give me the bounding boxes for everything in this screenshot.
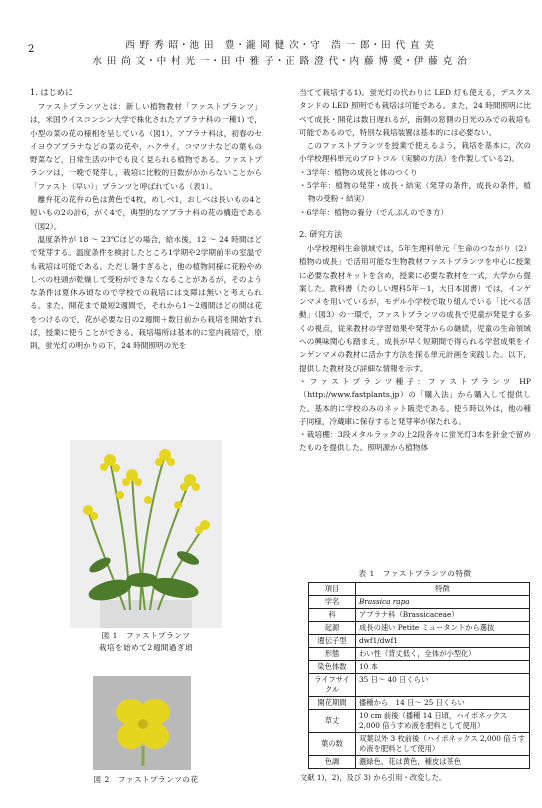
table-1-caption: 表 1 ファストプランツの特徴	[358, 569, 472, 578]
author-line-2: 水 田 尚 文・中 村 光 一・田 中 雅 子・正 路 澄 代・内 藤 博 愛・伊 藤 克 治	[92, 56, 468, 67]
author-list	[60, 38, 500, 70]
method-shelf-item: ・栽培棚：3段メタルラックの上2段各々に蛍光灯3本を針金で留めたものを提供した。照明源から植物体	[299, 430, 531, 453]
table-key-cell: 草丈	[309, 710, 356, 733]
intro-paragraph-3: 温度条件が 18 ～ 23℃ほどの場合，給水後，12 ～ 24 時間ほどで発芽する。温度条件を検討したところ1学期や2学期前半の室温でも栽培は可能である。ただし暑すぎると，他の植物同様に花粉やめしべの柱頭が乾燥して受粉ができなくなることがあるが，そのような条件は夏休み頃なので学校での栽培には支障は無いと考えられる。また，開花まで最短2週間で，それから1～2週間ほどの間は花をつけるので，花が必要な日の2週間＋数日前から栽培を開始すれば，授業に使うことができる。栽培場所は基本的に室内栽培で，原則，蛍光灯の明かりの下，24 時間照明の光を	[30, 234, 262, 351]
left-column	[30, 86, 262, 353]
table-1-source-note: 文献 1)，2)，及び 3) から引用・改変した。	[300, 773, 447, 782]
table-value-cell: Brassica rapa	[356, 596, 530, 609]
table-header-cell: 項目	[309, 583, 356, 596]
protocol-paragraph: このファストプランツを授業で使えるよう，栽培を基本に，次の小学校理科単元のプロトコル（実験の方法）を作製している2)。	[299, 141, 531, 164]
figure-2-flower-photo	[93, 676, 191, 770]
table-value-cell: 播種から 14 日～ 25 日くらい	[356, 697, 530, 710]
table-value-cell: わい性（背丈低く，全体が小型化）	[356, 648, 530, 661]
table-value-cell: 35 日～ 40 日くらい	[356, 674, 530, 697]
figure-1-caption-line-1: 図 1 ファストプランツ	[101, 631, 191, 640]
unit-item-grade6: ・6学年：植物の養分（でんぷんのでき方）	[299, 207, 449, 217]
method-seeds-item: ・ファストプランツ種子：ファストプランツ HP（http://www.fastplants.jp）の「購入法」から購入して提供した。基本的に学校のみのネット販売である。使う時以外は，他の種子同様，冷蔵庫に保存すると発芽率が保たれる。	[299, 376, 531, 426]
table-value-cell: 10 本	[356, 661, 530, 674]
unit-item-grade5: ・5学年：植物の発芽・成長・結実（発芽の条件，成長の条件，植物の受粉・結実）	[299, 181, 531, 204]
table-row	[309, 622, 530, 635]
table-key-cell: 葉の数	[309, 733, 356, 756]
section-heading-method: 2. 研究方法	[299, 228, 343, 239]
table-value-cell: 成長の速い Petite ミュータントから選抜	[356, 622, 530, 635]
page-number: 2	[28, 44, 35, 55]
table-value-cell: 10 cm 前後（播種 14 日頃，ハイポネックス 2,000 倍うすめ液を肥料として使用）	[356, 710, 530, 733]
method-paragraph: 小学校理科生命領域では，5年生理科単元「生命のつながり（2）植物の成長」で活用可能な生物教材ファストプランツを中心に授業に必要な教材キットを含め，授業に必要な教材を一式，大学から提案した。教科書（たのしい理科5年－1，大日本図書）では，インゲンマメを用いているが，モデル小学校で取り組んでいる「比べる活動」（図3）の一環で，ファストプランツの成長で児童が発見する多くの視点，従来教材の学習効果や発芽からの継続，児童の生命領域への興味関心も踏まえ，成長が早く短期間で得られる学習成果をインゲンマメの教材に活かす方法を探る単元計画を実践した。以下，提供した教材及び詳細な情報を示す。	[299, 243, 531, 373]
table-row	[309, 596, 530, 609]
continued-paragraph: 当てて栽培する1)。蛍光灯の代わりに LED 灯も使える，デスクスタンドの LED 照明でも栽培は可能である。また，24 時間照明に比べて成長・開花は数日遅れるが，南側の窓側の日光のみでの栽培も可能であるので，特別な栽培装置は基本的には必要ない。	[299, 88, 531, 137]
table-key-cell: 起源	[309, 622, 356, 635]
figure-1-caption	[30, 630, 262, 654]
intro-paragraph-1: ファストプランツとは：新しい植物教材「ファストプランツ」は，米国ウイスコンシン大学で株化されたアブラナ科の一種1) で，小型の菜の花の様相を呈している（図1）。アブラナ科は，初春のセイヨウアブラナなどの菜の花や，ハクサイ，コマツナなどの葉もの野菜など，日常生活の中でも良く見られる植物である。ファストプランツは，一晩で発芽し，栽培に比較的日数がかからないことから「ファスト（早い）」プランツと呼ばれている（表1）。	[30, 102, 262, 191]
table-value-cell: アブラナ科（Brassicaceae）	[356, 609, 530, 622]
table-key-cell: 染色体数	[309, 661, 356, 674]
table-key-cell: 遺伝子型	[309, 635, 356, 648]
table-key-cell: ライフサイクル	[309, 674, 356, 697]
unit-item-grade3: ・3学年：植物の成長と体のつくり	[299, 167, 418, 177]
table-header-row	[309, 583, 530, 596]
table-row	[309, 648, 530, 661]
table-row	[309, 609, 530, 622]
table-key-cell: 形態	[309, 648, 356, 661]
figure-1-caption-line-2: 栽培を始めて2週間過ぎ頃	[98, 643, 194, 652]
table-value-cell: 双葉以外 3 枚前後（ハイポネックス 2,000 倍うすめ液を肥料として使用）	[356, 733, 530, 756]
author-line-1: 西 野 秀 昭・池 田 豊・瀧 岡 健 次・守 浩 一 郎・田 代 直 美	[125, 40, 435, 51]
table-key-cell: 色調	[309, 756, 356, 769]
table-header-cell: 特徴	[356, 583, 530, 596]
table-value-cell: dwf1/dwf1	[356, 635, 530, 648]
table-row	[309, 733, 530, 756]
section-heading-intro: 1. はじめに	[30, 87, 74, 97]
figure-2-caption: 図 2 ファストプランツの花	[93, 775, 199, 784]
table-row	[309, 710, 530, 733]
table-value-cell: 濃緑色，花は黄色，種皮は茶色	[356, 756, 530, 769]
table-1-features	[308, 582, 530, 769]
table-row	[309, 756, 530, 769]
table-key-cell: 開花期間	[309, 697, 356, 710]
table-row	[309, 635, 530, 648]
table-row	[309, 674, 530, 697]
right-column	[299, 86, 531, 455]
figure-1-plant-photo	[70, 440, 222, 628]
table-row	[309, 697, 530, 710]
intro-paragraph-2: 離弁花の花弁の色は黄色で4枚，めしべ1，おしべは長いもの4と短いもの2の計6，がく4で，典型的なアブラナ科の花の構造である（図2）。	[30, 195, 262, 231]
table-row	[309, 661, 530, 674]
table-key-cell: 学名	[309, 596, 356, 609]
table-key-cell: 科	[309, 609, 356, 622]
